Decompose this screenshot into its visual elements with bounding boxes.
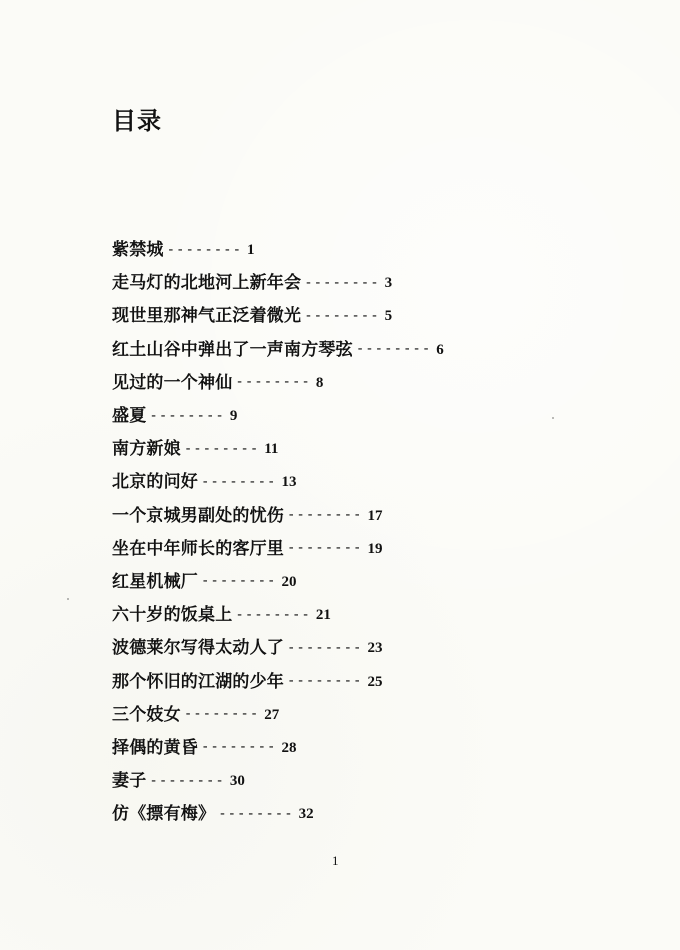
toc-entry-title: 三个妓女 — [112, 704, 181, 725]
toc-entry-title: 一个京城男副处的忧伤 — [112, 505, 284, 526]
toc-page-number: 13 — [281, 474, 297, 491]
toc-page-number: 30 — [229, 773, 245, 790]
toc-entry-title: 那个怀旧的江湖的少年 — [112, 671, 284, 692]
toc-item — [112, 300, 444, 333]
toc-item — [112, 367, 444, 400]
toc-item — [112, 400, 444, 433]
toc-entry-title: 六十岁的饭桌上 — [112, 605, 233, 626]
dot-leader: -------- — [287, 507, 363, 524]
toc-item — [112, 500, 444, 533]
dot-leader: -------- — [287, 639, 363, 656]
page-title: 目录 — [112, 107, 162, 135]
toc-item — [112, 566, 444, 599]
toc-page-number: 25 — [367, 673, 383, 690]
dot-leader: -------- — [149, 407, 225, 424]
toc-page-number: 17 — [367, 507, 383, 524]
table-of-contents — [112, 234, 444, 831]
dot-leader: -------- — [183, 440, 260, 457]
toc-item — [112, 765, 444, 798]
dot-leader: -------- — [149, 772, 225, 789]
toc-item — [112, 267, 444, 300]
print-speck — [552, 417, 554, 419]
toc-entry-title: 紫禁城 — [112, 240, 164, 261]
toc-item — [112, 632, 444, 665]
toc-entry-title: 择偶的黄昏 — [112, 737, 198, 758]
dot-leader: -------- — [304, 307, 380, 324]
toc-page-number: 32 — [298, 806, 314, 823]
dot-leader: -------- — [287, 540, 363, 557]
toc-item — [112, 732, 444, 765]
toc-page-number: 28 — [281, 739, 297, 756]
dot-leader: -------- — [304, 274, 380, 291]
toc-page-number: 11 — [264, 441, 279, 458]
toc-item — [112, 533, 444, 566]
toc-item — [112, 433, 444, 466]
toc-entry-title: 现世里那神气正泛着微光 — [112, 306, 302, 327]
toc-page-number: 8 — [315, 374, 324, 391]
toc-item — [112, 466, 444, 499]
toc-item — [112, 665, 444, 698]
dot-leader: -------- — [201, 739, 277, 756]
toc-entry-title: 北京的问好 — [112, 472, 198, 493]
toc-entry-title: 南方新娘 — [112, 439, 181, 460]
toc-item — [112, 699, 444, 732]
toc-page-number: 23 — [367, 640, 383, 657]
toc-item — [112, 234, 444, 267]
toc-item — [112, 599, 444, 632]
toc-page-number: 3 — [384, 275, 393, 292]
toc-entry-title: 妻子 — [112, 771, 147, 792]
toc-page-number: 19 — [367, 540, 383, 557]
dot-leader: -------- — [201, 573, 277, 590]
toc-page-number: 6 — [436, 341, 444, 358]
dot-leader: -------- — [355, 341, 432, 358]
print-speck — [67, 598, 69, 600]
dot-leader: -------- — [218, 805, 294, 822]
toc-page-number: 5 — [384, 308, 393, 325]
dot-leader: -------- — [183, 706, 260, 723]
dot-leader: -------- — [235, 606, 311, 623]
toc-entry-title: 见过的一个神仙 — [112, 372, 233, 393]
dot-leader: -------- — [235, 374, 311, 391]
toc-entry-title: 仿《摽有梅》 — [112, 804, 216, 825]
dot-leader: -------- — [166, 241, 243, 258]
toc-page-number: 21 — [315, 607, 331, 624]
toc-page-number: 27 — [264, 706, 280, 723]
toc-entry-title: 坐在中年师长的客厅里 — [112, 538, 284, 559]
dot-leader: -------- — [287, 673, 363, 690]
toc-entry-title: 走马灯的北地河上新年会 — [112, 273, 302, 294]
toc-page-number: 1 — [247, 242, 255, 259]
toc-item — [112, 334, 444, 367]
toc-entry-title: 波德莱尔写得太动人了 — [112, 638, 284, 659]
dot-leader: -------- — [201, 473, 277, 490]
toc-entry-title: 红星机械厂 — [112, 571, 198, 592]
toc-page-number: 9 — [229, 408, 238, 425]
toc-page-number: 20 — [281, 573, 297, 590]
toc-entry-title: 红土山谷中弹出了一声南方琴弦 — [112, 339, 353, 360]
footer-page-number: 1 — [332, 853, 339, 868]
toc-item — [112, 798, 444, 831]
toc-entry-title: 盛夏 — [112, 406, 147, 427]
